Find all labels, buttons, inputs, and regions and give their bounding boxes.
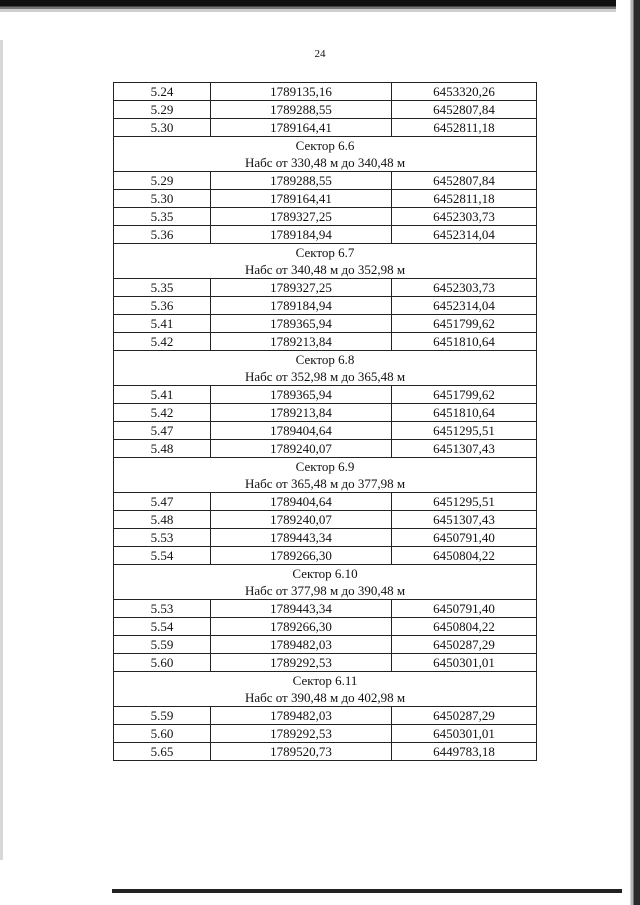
y-coordinate-cell: 6451307,43	[392, 511, 537, 529]
point-id-cell: 5.65	[114, 743, 211, 761]
sector-title: Сектор 6.11	[292, 673, 358, 688]
sector-title: Сектор 6.9	[295, 459, 355, 474]
point-id-cell: 5.47	[114, 422, 211, 440]
x-coordinate-cell: 1789288,55	[211, 172, 392, 190]
y-coordinate-cell: 6452303,73	[392, 279, 537, 297]
table-row	[114, 101, 537, 119]
sector-title: Сектор 6.7	[295, 245, 355, 260]
sector-header-cell	[114, 565, 537, 600]
y-coordinate-cell: 6451799,62	[392, 386, 537, 404]
x-coordinate-cell: 1789266,30	[211, 618, 392, 636]
x-coordinate-cell: 1789443,34	[211, 600, 392, 618]
y-coordinate-cell: 6450791,40	[392, 529, 537, 547]
point-id-cell: 5.48	[114, 511, 211, 529]
table-row	[114, 618, 537, 636]
y-coordinate-cell: 6450287,29	[392, 636, 537, 654]
y-coordinate-cell: 6450804,22	[392, 547, 537, 565]
table-row	[114, 315, 537, 333]
point-id-cell: 5.29	[114, 172, 211, 190]
table-row	[114, 404, 537, 422]
point-id-cell: 5.59	[114, 707, 211, 725]
x-coordinate-cell: 1789482,03	[211, 636, 392, 654]
table-row	[114, 511, 537, 529]
y-coordinate-cell: 6452811,18	[392, 119, 537, 137]
y-coordinate-cell: 6451295,51	[392, 422, 537, 440]
sector-header-row	[114, 458, 537, 493]
sector-header-cell	[114, 672, 537, 707]
table-row	[114, 422, 537, 440]
y-coordinate-cell: 6451307,43	[392, 440, 537, 458]
y-coordinate-cell: 6451810,64	[392, 333, 537, 351]
table-row	[114, 208, 537, 226]
y-coordinate-cell: 6452303,73	[392, 208, 537, 226]
point-id-cell: 5.35	[114, 208, 211, 226]
sector-header-row	[114, 672, 537, 707]
table-row	[114, 279, 537, 297]
sector-height-range: Набс от 352,98 м до 365,48 м	[244, 369, 406, 384]
coordinates-table-body	[114, 83, 537, 761]
x-coordinate-cell: 1789213,84	[211, 333, 392, 351]
sector-header-cell	[114, 244, 537, 279]
x-coordinate-cell: 1789164,41	[211, 119, 392, 137]
y-coordinate-cell: 6450804,22	[392, 618, 537, 636]
x-coordinate-cell: 1789213,84	[211, 404, 392, 422]
scan-edge-top	[0, 0, 640, 12]
table-row	[114, 226, 537, 244]
point-id-cell: 5.59	[114, 636, 211, 654]
sector-height-range: Набс от 340,48 м до 352,98 м	[244, 262, 406, 277]
sector-title: Сектор 6.10	[292, 566, 358, 581]
table-row	[114, 636, 537, 654]
table-row	[114, 83, 537, 101]
x-coordinate-cell: 1789266,30	[211, 547, 392, 565]
sector-header-row	[114, 565, 537, 600]
x-coordinate-cell: 1789365,94	[211, 386, 392, 404]
point-id-cell: 5.35	[114, 279, 211, 297]
x-coordinate-cell: 1789288,55	[211, 101, 392, 119]
sector-height-range: Набс от 390,48 м до 402,98 м	[244, 690, 406, 705]
sector-height-range: Набс от 377,98 м до 390,48 м	[244, 583, 406, 598]
sector-header-cell	[114, 137, 537, 172]
point-id-cell: 5.54	[114, 547, 211, 565]
scan-edge-bottom	[112, 889, 622, 893]
x-coordinate-cell: 1789292,53	[211, 654, 392, 672]
point-id-cell: 5.36	[114, 297, 211, 315]
y-coordinate-cell: 6452807,84	[392, 172, 537, 190]
point-id-cell: 5.30	[114, 190, 211, 208]
y-coordinate-cell: 6450301,01	[392, 654, 537, 672]
point-id-cell: 5.47	[114, 493, 211, 511]
y-coordinate-cell: 6451295,51	[392, 493, 537, 511]
y-coordinate-cell: 6450791,40	[392, 600, 537, 618]
table-row	[114, 172, 537, 190]
x-coordinate-cell: 1789184,94	[211, 226, 392, 244]
table-row	[114, 707, 537, 725]
sector-title: Сектор 6.6	[295, 138, 355, 153]
sector-header-row	[114, 351, 537, 386]
y-coordinate-cell: 6452811,18	[392, 190, 537, 208]
x-coordinate-cell: 1789404,64	[211, 422, 392, 440]
y-coordinate-cell: 6451799,62	[392, 315, 537, 333]
point-id-cell: 5.60	[114, 654, 211, 672]
x-coordinate-cell: 1789164,41	[211, 190, 392, 208]
point-id-cell: 5.42	[114, 404, 211, 422]
table-row	[114, 440, 537, 458]
x-coordinate-cell: 1789404,64	[211, 493, 392, 511]
point-id-cell: 5.42	[114, 333, 211, 351]
table-row	[114, 529, 537, 547]
y-coordinate-cell: 6450301,01	[392, 725, 537, 743]
y-coordinate-cell: 6451810,64	[392, 404, 537, 422]
point-id-cell: 5.41	[114, 386, 211, 404]
point-id-cell: 5.54	[114, 618, 211, 636]
x-coordinate-cell: 1789482,03	[211, 707, 392, 725]
x-coordinate-cell: 1789365,94	[211, 315, 392, 333]
x-coordinate-cell: 1789240,07	[211, 440, 392, 458]
y-coordinate-cell: 6452314,04	[392, 226, 537, 244]
point-id-cell: 5.48	[114, 440, 211, 458]
x-coordinate-cell: 1789327,25	[211, 279, 392, 297]
table-row	[114, 725, 537, 743]
scan-edge-left	[0, 40, 3, 860]
table-row	[114, 386, 537, 404]
x-coordinate-cell: 1789135,16	[211, 83, 392, 101]
x-coordinate-cell: 1789520,73	[211, 743, 392, 761]
point-id-cell: 5.24	[114, 83, 211, 101]
sector-title: Сектор 6.8	[295, 352, 355, 367]
table-row	[114, 190, 537, 208]
table-row	[114, 119, 537, 137]
x-coordinate-cell: 1789240,07	[211, 511, 392, 529]
point-id-cell: 5.29	[114, 101, 211, 119]
sector-height-range: Набс от 365,48 м до 377,98 м	[244, 476, 406, 491]
table-row	[114, 493, 537, 511]
sector-height-range: Набс от 330,48 м до 340,48 м	[244, 155, 406, 170]
sector-header-cell	[114, 351, 537, 386]
y-coordinate-cell: 6452314,04	[392, 297, 537, 315]
point-id-cell: 5.53	[114, 529, 211, 547]
point-id-cell: 5.30	[114, 119, 211, 137]
table-row	[114, 654, 537, 672]
table-row	[114, 743, 537, 761]
point-id-cell: 5.60	[114, 725, 211, 743]
table-row	[114, 547, 537, 565]
y-coordinate-cell: 6453320,26	[392, 83, 537, 101]
y-coordinate-cell: 6449783,18	[392, 743, 537, 761]
x-coordinate-cell: 1789292,53	[211, 725, 392, 743]
table-row	[114, 600, 537, 618]
point-id-cell: 5.36	[114, 226, 211, 244]
x-coordinate-cell: 1789443,34	[211, 529, 392, 547]
point-id-cell: 5.53	[114, 600, 211, 618]
y-coordinate-cell: 6452807,84	[392, 101, 537, 119]
scan-edge-right	[616, 0, 640, 905]
x-coordinate-cell: 1789184,94	[211, 297, 392, 315]
table-row	[114, 333, 537, 351]
page-number: 24	[314, 48, 326, 60]
x-coordinate-cell: 1789327,25	[211, 208, 392, 226]
point-id-cell: 5.41	[114, 315, 211, 333]
y-coordinate-cell: 6450287,29	[392, 707, 537, 725]
sector-header-row	[114, 244, 537, 279]
sector-header-row	[114, 137, 537, 172]
coordinates-table	[113, 82, 537, 761]
sector-header-cell	[114, 458, 537, 493]
table-row	[114, 297, 537, 315]
